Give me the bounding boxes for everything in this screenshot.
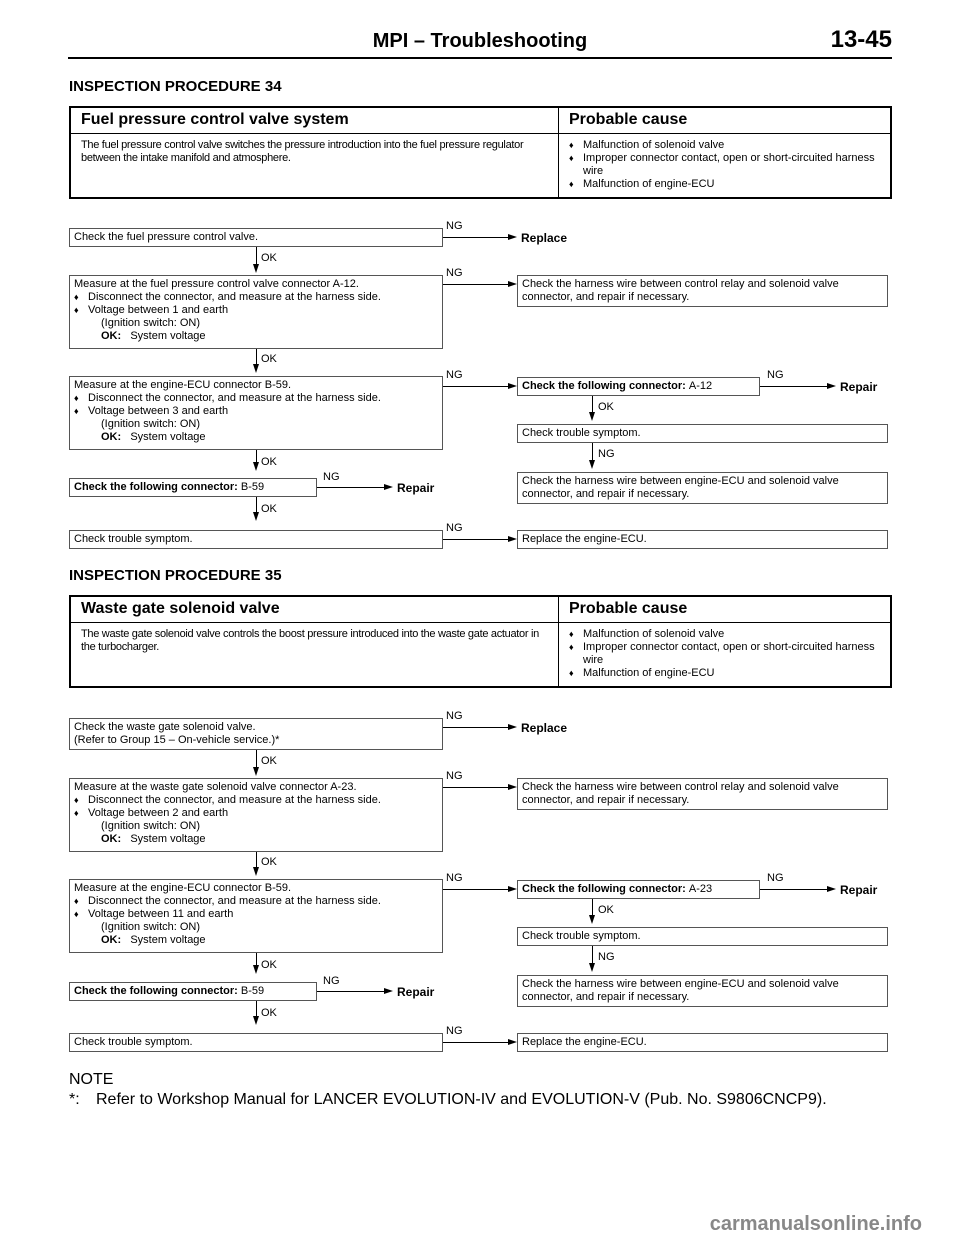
proc34-cause: ♦ Malfunction of engine-ECU: [569, 178, 884, 191]
ng-label: NG: [446, 872, 463, 884]
connector-line: [256, 497, 257, 513]
connector-line: [592, 899, 593, 916]
connector-line: [443, 386, 508, 387]
proc34-step3-ng-ok-ng-box: Check the harness wire between engine-ECU and solenoid valve connector, and repair if necessary.: [517, 472, 888, 504]
arrow-down-icon: [253, 767, 259, 776]
proc35-step1-text: Check the waste gate solenoid valve.: [74, 721, 256, 733]
ok-label: OK: [598, 401, 614, 413]
connector-line: [443, 727, 508, 728]
ng-label: NG: [598, 448, 615, 460]
ok-label: OK: [261, 503, 277, 515]
proc35-step1-sub: (Refer to Group 15 – On-vehicle service.)*: [74, 734, 280, 746]
proc34-step2-item: ♦ Disconnect the connector, and measure at the harness side.: [74, 291, 438, 304]
proc34-step2-box: [69, 275, 443, 349]
proc35-step2-ok-value: System voltage: [130, 833, 206, 845]
page-title: MPI – Troubleshooting: [372, 30, 588, 52]
proc35-step3-ng-label: Check the following connector:: [522, 883, 686, 895]
proc34-step3-ng-box: [517, 377, 760, 396]
proc35-table-body: [71, 623, 890, 686]
proc34-step2-cond: (Ignition switch: ON): [101, 317, 201, 329]
connector-line: [760, 386, 827, 387]
proc35-step3-ng-ok-ng-box: Check the harness wire between engine-ECU and solenoid valve connector, and repair if necessary.: [517, 975, 888, 1007]
ng-label: NG: [446, 710, 463, 722]
note: [69, 1070, 827, 1110]
arrow-right-icon: [827, 383, 836, 389]
proc35-step2-item: ♦ Disconnect the connector, and measure at the harness side.: [74, 794, 438, 807]
proc35-step4-ng-action: Repair: [397, 985, 435, 999]
proc35-cause: ♦ Malfunction of engine-ECU: [569, 667, 884, 680]
proc34-step5-box: Check trouble symptom.: [69, 530, 443, 549]
connector-line: [443, 539, 508, 540]
arrow-down-icon: [253, 364, 259, 373]
connector-line: [443, 889, 508, 890]
proc35-step3-title: Measure at the engine-ECU connector B-59.: [74, 882, 292, 894]
proc35-step2-item: ♦ Voltage between 2 and earth: [74, 807, 438, 820]
arrow-down-icon: [253, 462, 259, 471]
watermark: carmanualsonline.info: [709, 1213, 922, 1235]
connector-line: [256, 852, 257, 868]
connector-line: [317, 487, 384, 488]
proc34-step5-ng-box: Replace the engine-ECU.: [517, 530, 888, 549]
header-rule: [68, 57, 892, 59]
arrow-right-icon: [508, 234, 517, 240]
ng-label: NG: [598, 951, 615, 963]
proc35-step1-box: [69, 718, 443, 750]
proc34-step4-label: Check the following connector:: [74, 481, 238, 493]
ok-label: OK: [261, 856, 277, 868]
proc35-step3-ng-ng-action: Repair: [840, 883, 878, 897]
proc34-col1-header: Fuel pressure control valve system: [71, 108, 559, 133]
arrow-right-icon: [508, 1039, 517, 1045]
connector-line: [592, 396, 593, 413]
arrow-right-icon: [508, 886, 517, 892]
proc34-step1-ng-action: Replace: [521, 231, 568, 245]
proc35-step3-ok-value: System voltage: [130, 934, 206, 946]
connector-line: [592, 946, 593, 964]
proc35-step5-ng-box: Replace the engine-ECU.: [517, 1033, 888, 1052]
proc34-step3-cond: (Ignition switch: ON): [101, 418, 201, 430]
ok-label: OK: [261, 456, 277, 468]
proc35-step2-ok-label: OK:: [101, 833, 122, 845]
proc35-step2-cond: (Ignition switch: ON): [101, 820, 201, 832]
proc34-step2-ng-box: Check the harness wire between control relay and solenoid valve connector, and repair if necessary.: [517, 275, 888, 307]
arrow-down-icon: [253, 965, 259, 974]
proc34-table-body: [71, 134, 890, 197]
proc34-step3-ok-label: OK:: [101, 431, 122, 443]
arrow-right-icon: [384, 988, 393, 994]
arrow-right-icon: [384, 484, 393, 490]
proc34-step3-ng-label: Check the following connector:: [522, 380, 686, 392]
proc35-step1-ng-action: Replace: [521, 721, 568, 735]
proc35-step3-item: ♦ Disconnect the connector, and measure at the harness side.: [74, 895, 438, 908]
arrow-down-icon: [589, 460, 595, 469]
proc35-col2-header: Probable cause: [569, 600, 688, 617]
ng-label: NG: [767, 369, 784, 381]
proc35-step2-ng-box: Check the harness wire between control relay and solenoid valve connector, and repair if necessary.: [517, 778, 888, 810]
connector-line: [443, 1042, 508, 1043]
proc35-step3-cond: (Ignition switch: ON): [101, 921, 201, 933]
ok-label: OK: [598, 904, 614, 916]
proc34-title: INSPECTION PROCEDURE 34: [69, 78, 282, 95]
ng-label: NG: [446, 369, 463, 381]
connector-line: [256, 750, 257, 768]
connector-line: [256, 1001, 257, 1017]
arrow-down-icon: [589, 915, 595, 924]
arrow-down-icon: [253, 512, 259, 521]
proc35-cause: ♦ Improper connector contact, open or short-circuited harness wire: [569, 641, 884, 667]
ok-label: OK: [261, 1007, 277, 1019]
ng-label: NG: [446, 1025, 463, 1037]
proc34-step2-item: ♦ Voltage between 1 and earth: [74, 304, 438, 317]
proc35-step3-box: [69, 879, 443, 953]
proc35-step2-box: [69, 778, 443, 852]
proc34-step3-item: ♦ Voltage between 3 and earth: [74, 405, 438, 418]
ok-label: OK: [261, 755, 277, 767]
proc34-step1-box: Check the fuel pressure control valve.: [69, 228, 443, 247]
ok-label: OK: [261, 252, 277, 264]
proc34-step4-ng-action: Repair: [397, 481, 435, 495]
proc34-step2-ok-label: OK:: [101, 330, 122, 342]
proc34-description: The fuel pressure control valve switches the pressure introduction into the fuel pressure regulator between the intake manifold and atmosphere.: [71, 134, 559, 197]
arrow-right-icon: [827, 886, 836, 892]
proc34-step2-title: Measure at the fuel pressure control valve connector A-12.: [74, 278, 359, 290]
arrow-right-icon: [508, 724, 517, 730]
proc34-step4-value: B-59: [240, 481, 265, 493]
arrow-down-icon: [253, 1016, 259, 1025]
ng-label: NG: [446, 220, 463, 232]
proc35-causes: [559, 623, 890, 686]
proc34-step3-box: [69, 376, 443, 450]
proc35-step2-title: Measure at the waste gate solenoid valve connector A-23.: [74, 781, 357, 793]
arrow-down-icon: [253, 264, 259, 273]
proc34-step3-ng-ng-action: Repair: [840, 380, 878, 394]
ng-label: NG: [446, 522, 463, 534]
proc34-table-header: [71, 108, 890, 134]
page-number: 13-45: [830, 26, 892, 53]
proc34-cause: ♦ Malfunction of solenoid valve: [569, 139, 884, 152]
proc34-step3-ng-value: A-12: [688, 380, 713, 392]
ok-label: OK: [261, 353, 277, 365]
proc34-cause: ♦ Improper connector contact, open or short-circuited harness wire: [569, 152, 884, 178]
connector-line: [760, 889, 827, 890]
proc35-cause: ♦ Malfunction of solenoid valve: [569, 628, 884, 641]
arrow-right-icon: [508, 383, 517, 389]
proc35-step4-value: B-59: [240, 985, 265, 997]
arrow-right-icon: [508, 281, 517, 287]
ng-label: NG: [446, 267, 463, 279]
connector-line: [592, 443, 593, 461]
arrow-down-icon: [589, 412, 595, 421]
note-title: NOTE: [69, 1071, 114, 1088]
proc35-step3-item: ♦ Voltage between 11 and earth: [74, 908, 438, 921]
proc35-col1-header: Waste gate solenoid valve: [71, 597, 559, 622]
proc34-step3-title: Measure at the engine-ECU connector B-59.: [74, 379, 292, 391]
proc35-description: The waste gate solenoid valve controls the boost pressure introduced into the waste gate actuator in the turbocharger.: [71, 623, 559, 686]
proc34-step3-item: ♦ Disconnect the connector, and measure at the harness side.: [74, 392, 438, 405]
proc34-causes: [559, 134, 890, 197]
proc35-step3-ng-ok-box: Check trouble symptom.: [517, 927, 888, 946]
proc34-col2-header: Probable cause: [569, 111, 688, 128]
proc35-table-header: [71, 597, 890, 623]
proc34-step4-box: [69, 478, 317, 497]
proc35-step4-box: [69, 982, 317, 1001]
proc35-table: [69, 595, 892, 688]
arrow-right-icon: [508, 536, 517, 542]
connector-line: [443, 787, 508, 788]
note-text: Refer to Workshop Manual for LANCER EVOLUTION-IV and EVOLUTION-V (Pub. No. S9806CNCP9).: [96, 1091, 827, 1108]
proc35-step3-ng-box: [517, 880, 760, 899]
connector-line: [256, 247, 257, 265]
connector-line: [256, 349, 257, 365]
ng-label: NG: [446, 770, 463, 782]
arrow-down-icon: [589, 963, 595, 972]
proc34-step3-ok-value: System voltage: [130, 431, 206, 443]
proc35-step5-box: Check trouble symptom.: [69, 1033, 443, 1052]
proc34-table: [69, 106, 892, 199]
connector-line: [443, 237, 508, 238]
note-marker: *:: [69, 1091, 80, 1108]
proc35-step3-ok-label: OK:: [101, 934, 122, 946]
ng-label: NG: [323, 471, 340, 483]
connector-line: [317, 991, 384, 992]
ok-label: OK: [261, 959, 277, 971]
connector-line: [443, 284, 508, 285]
proc34-step2-ok-value: System voltage: [130, 330, 206, 342]
proc35-title: INSPECTION PROCEDURE 35: [69, 567, 282, 584]
proc35-step3-ng-value: A-23: [688, 883, 713, 895]
arrow-down-icon: [253, 867, 259, 876]
arrow-right-icon: [508, 784, 517, 790]
proc35-step4-label: Check the following connector:: [74, 985, 238, 997]
ng-label: NG: [323, 975, 340, 987]
proc34-step3-ng-ok-box: Check trouble symptom.: [517, 424, 888, 443]
ng-label: NG: [767, 872, 784, 884]
